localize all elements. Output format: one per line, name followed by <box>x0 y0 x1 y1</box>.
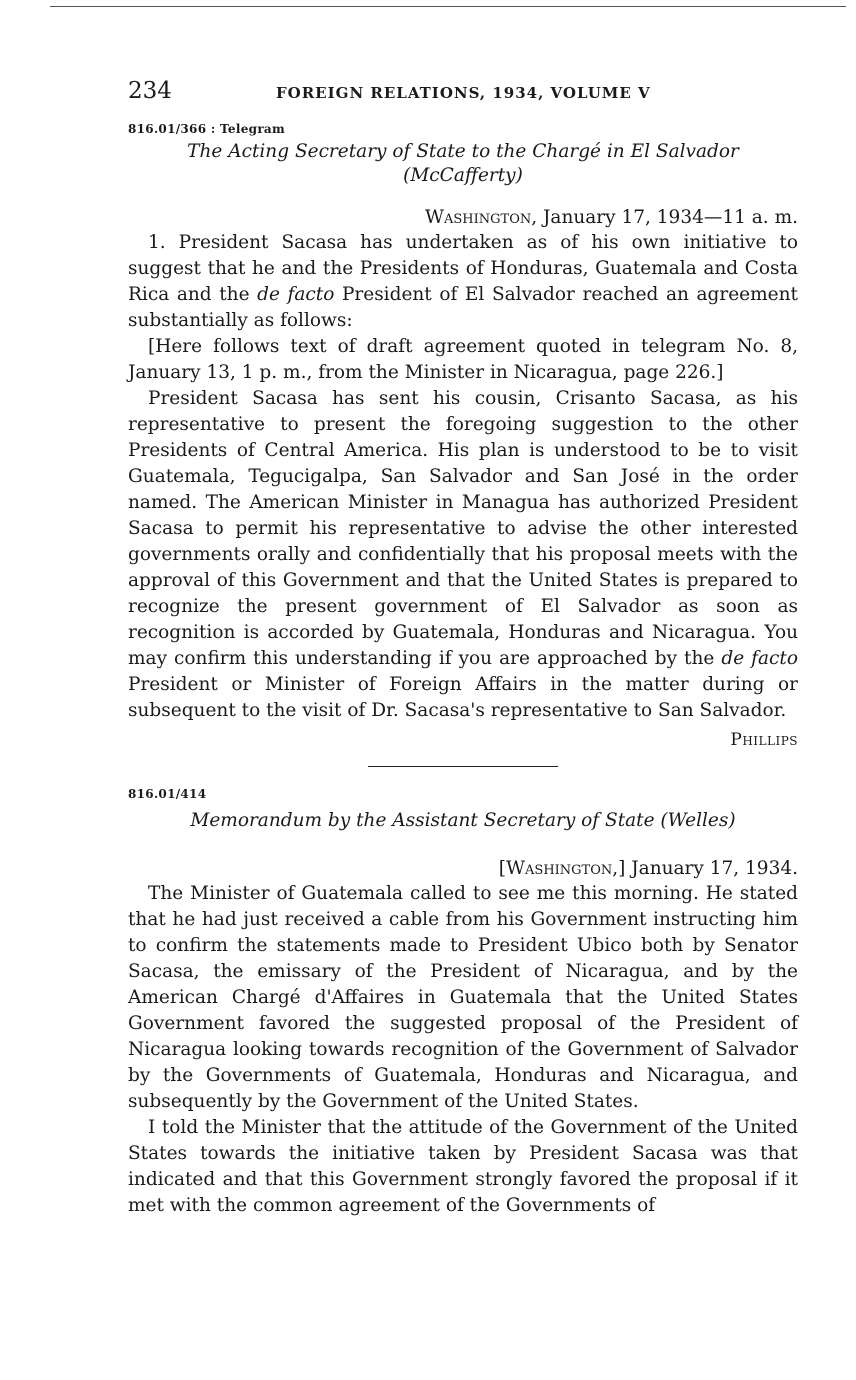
document-page <box>128 78 798 1219</box>
dateline-place: Washington <box>424 207 532 228</box>
paragraph-italic: de facto <box>257 284 335 305</box>
paragraph-italic: de facto <box>721 648 798 669</box>
document-2 <box>128 787 798 1219</box>
paragraph: I told the Minister that the attitude of the Government of the United States towards the initiative taken by President Sacasa was that indicated and that this Government strongly favored the proposal if it met with the common agreement of the Governments of <box>128 1117 798 1216</box>
paragraph: The Minister of Guatemala called to see me this morning. He stated that he had just received a cable from his Government instructing him to confirm the statements made to President Ubico both by Senator Sacasa, the emissary of the President of Nicaragua, and by the American Chargé d'Affaires in Guatemala that the United States Government favored the suggested proposal of the President of Nicaragua looking towards recognition of the Government of Salvador by the Governments of Guatemala, Honduras and Nicaragua, and subsequently by the Government of the United States. <box>128 883 798 1112</box>
document-title: Memorandum by the Assistant Secretary of State (Welles) <box>190 810 736 831</box>
paragraph <box>128 386 798 724</box>
paragraph-text: President of El Salvador reached an agreement substantially as follows: <box>128 284 798 331</box>
section-separator <box>368 766 558 767</box>
file-id: 816.01/414 <box>128 787 207 801</box>
dateline-date: ,] January 17, 1934. <box>612 858 798 879</box>
dateline-date: , January 17, 1934—11 a. m. <box>531 207 798 228</box>
page-header <box>128 78 798 114</box>
paragraph: [Here follows text of draft agreement quoted in telegram No. 8, January 13, 1 p. m., from the Minister in Nicaragua, page 226.] <box>128 336 798 383</box>
title-line: The Acting Secretary of State to the Chargé in El Salvador <box>187 141 739 162</box>
running-head: FOREIGN RELATIONS, 1934, VOLUME V <box>276 84 651 102</box>
document-1 <box>128 122 798 750</box>
top-rule <box>50 6 846 7</box>
page-number: 234 <box>128 78 172 104</box>
paragraph-text: President or Minister of Foreign Affairs in the matter during or subsequent to the visit of Dr. Sacasa's representative to San Salvador. <box>128 674 798 721</box>
dateline <box>128 206 798 230</box>
dateline-place: Washington <box>506 858 613 879</box>
paragraph-text: President Sacasa has sent his cousin, Crisanto Sacasa, as his representative to present the foregoing suggestion to the other Presidents of Central America. His plan is understood to be to visit Guatemala, Tegucigalpa, San Salvador and San José in the order named. The American Minister in Managua has authorized President Sacasa to permit his representative to advise the other interested governments orally and confidentially that his proposal meets with the approval of this Government and that the United States is prepared to recognize the present government of El Salvador as soon as recognition is accorded by Guatemala, Honduras and Nicaragua. You may confirm this understanding if you are approached by the <box>128 388 798 669</box>
paragraph <box>128 230 798 334</box>
dateline-bracket: [ <box>498 858 507 879</box>
document-title <box>128 140 798 188</box>
dateline <box>128 857 798 881</box>
file-id: 816.01/366 : Telegram <box>128 122 286 136</box>
title-line: (McCafferty) <box>403 165 523 186</box>
signature: Phillips <box>730 730 798 750</box>
paragraph-text: 1. President Sacasa has undertaken as of his own initiative to suggest that he and the Presidents of Honduras, Guatemala and Costa Rica and the <box>128 232 798 305</box>
